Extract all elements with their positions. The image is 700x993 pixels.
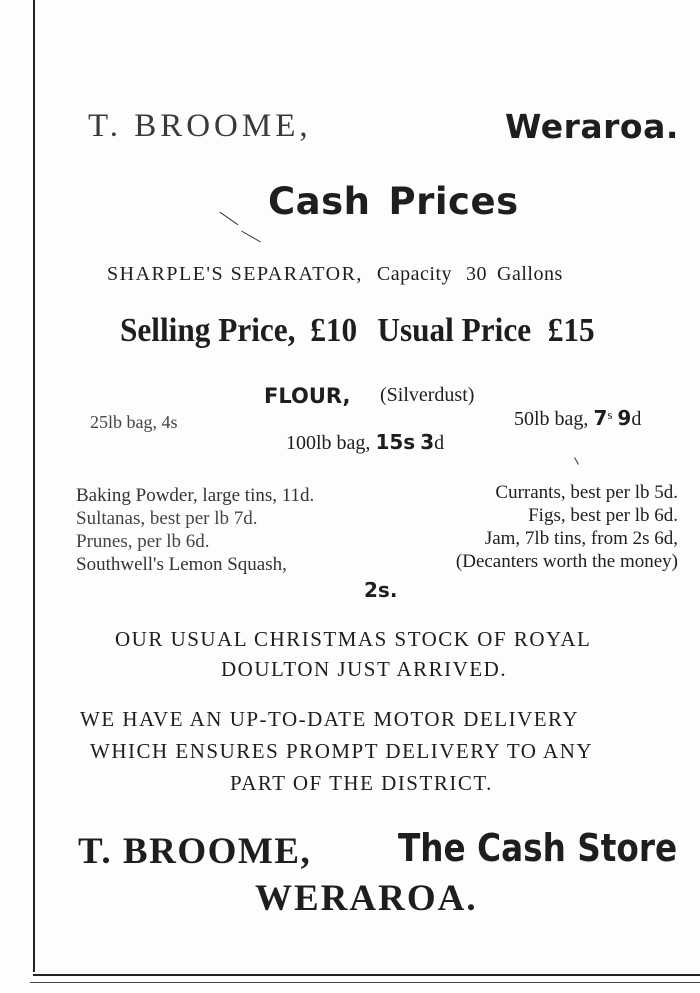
price-list-item: Southwell's Lemon Squash,: [76, 554, 287, 575]
flour-50lb-shillings: 7: [593, 406, 608, 430]
flour-50lb-price: [514, 406, 641, 431]
print-speck: [574, 457, 579, 464]
bottom-rule: [33, 974, 700, 976]
flour-100lb-shillings: 15: [375, 430, 404, 454]
flour-50lb-pence: 9: [617, 406, 632, 430]
footer-merchant-name: T. BROOME,: [78, 831, 312, 872]
ad-title-word-2: Prices: [388, 180, 519, 223]
price-list-item: Sultanas, best per lb 7d.: [76, 508, 258, 529]
flour-25lb-value: 4s: [161, 412, 178, 432]
print-speck: [241, 231, 261, 243]
flour-50lb-d-unit: d: [631, 408, 642, 430]
price-list-item: Prunes, per lb 6d.: [76, 531, 210, 552]
separator-line: [107, 263, 563, 286]
delivery-notice-line: WHICH ENSURES PROMPT DELIVERY TO ANY: [90, 739, 594, 763]
flour-25lb-label: 25lb bag,: [90, 412, 157, 432]
price-list-item: (Decanters worth the money): [455, 551, 678, 572]
flour-variety: (Silverdust): [380, 384, 475, 406]
christmas-notice-line: OUR USUAL CHRISTMAS STOCK OF ROYAL: [115, 627, 592, 651]
ad-title: [268, 180, 519, 223]
usual-price-value: £15: [547, 312, 595, 349]
header-town: Weraroa.: [505, 107, 679, 146]
footer-store-name: The Cash Store: [398, 826, 678, 870]
price-list-item: Jam, 7lb tins, from 2s 6d,: [484, 528, 678, 549]
selling-price-value: £10: [310, 312, 358, 349]
price-list-item: Figs, best per lb 6d.: [528, 505, 678, 526]
usual-price-label: Usual Price: [377, 312, 532, 349]
print-speck: [220, 212, 239, 225]
flour-25lb-price: [90, 412, 178, 433]
flour-heading: FLOUR,: [264, 384, 351, 408]
price-list-item: Currants, best per lb 5d.: [495, 482, 678, 503]
flour-100lb-label: 100lb bag,: [286, 432, 371, 454]
separator-price-line: [120, 312, 595, 350]
price-list-item: Baking Powder, large tins, 11d.: [76, 485, 315, 506]
flour-100lb-price: [286, 430, 444, 455]
separator-capacity-unit: Gallons: [497, 263, 563, 285]
footer-town: WERAROA.: [255, 878, 478, 919]
flour-100lb-pence: 3: [420, 430, 435, 454]
selling-price-label: Selling Price,: [120, 312, 296, 349]
bottom-rule-thin: [30, 982, 700, 983]
delivery-notice-line: WE HAVE AN UP-TO-DATE MOTOR DELIVERY: [80, 707, 580, 731]
separator-capacity-label: Capacity: [376, 263, 453, 285]
flour-50lb-s-unit: s: [607, 407, 613, 422]
christmas-notice-line: DOULTON JUST ARRIVED.: [221, 657, 508, 681]
separator-name: SHARPLE'S SEPARATOR,: [107, 263, 363, 285]
header-merchant-name: T. BROOME,: [88, 108, 312, 144]
lemon-squash-price: 2s.: [364, 578, 398, 602]
separator-capacity-value: 30: [466, 263, 488, 285]
flour-50lb-label: 50lb bag,: [514, 408, 589, 430]
page-border-left: [33, 0, 35, 972]
flour-100lb-s-unit: s: [403, 430, 416, 454]
ad-title-word-1: Cash: [268, 180, 371, 223]
delivery-notice-line: PART OF THE DISTRICT.: [230, 771, 493, 795]
flour-100lb-d-unit: d: [434, 432, 445, 454]
